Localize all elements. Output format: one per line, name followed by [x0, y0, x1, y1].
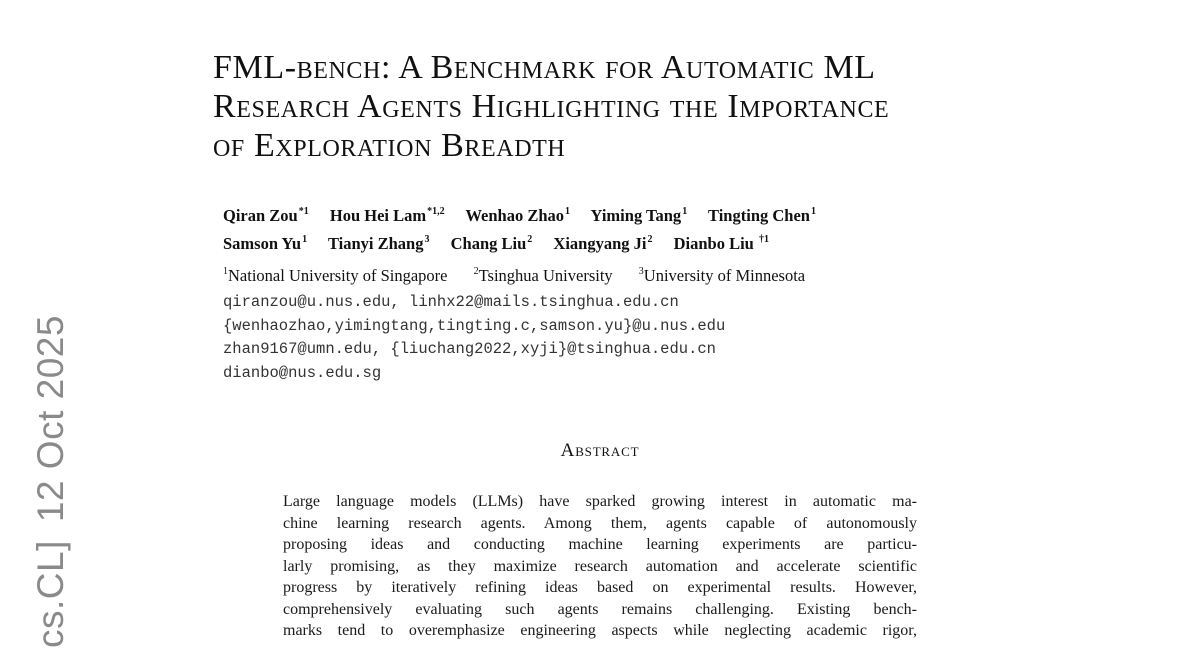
email-line: qiranzou@u.nus.edu, linhx22@mails.tsinghua.edu.cn — [223, 293, 679, 311]
author: Qiran Zou$^{*1}$ — [223, 206, 309, 225]
abstract-line: comprehensively evaluating such agents remains challenging. Existing bench- — [283, 600, 917, 618]
email-line: zhan9167@umn.edu, {liuchang2022,xyji}@tsinghua.edu.cn — [223, 340, 716, 358]
email-line: dianbo@nus.edu.sg — [223, 363, 382, 382]
author-row — [223, 228, 816, 256]
author-list — [223, 200, 816, 256]
author: Wenhao Zhao$^1$ — [465, 206, 571, 225]
abstract-heading: Abstract — [560, 440, 640, 461]
author: Tingting Chen$^1$ — [708, 206, 816, 225]
email-list — [223, 291, 725, 385]
author-row — [223, 200, 816, 228]
paper-title — [213, 48, 889, 165]
abstract-line: progress by iteratively refining ideas based on experimental results. However, — [283, 579, 917, 596]
author: Hou Hei Lam$^{*1,2}$ — [329, 206, 445, 225]
title-line: FML-bench: A Benchmark for Automatic ML — [213, 49, 876, 86]
abstract-line: chine learning research agents. Among them, agents capable of autonomously — [283, 514, 917, 532]
affiliation: $^1$National University of Singapore — [223, 266, 448, 285]
arxiv-date: 12 Oct 2025 — [30, 315, 71, 523]
author: Xiangyang Ji$^2$ — [553, 234, 653, 253]
arxiv-category: cs.CL] — [30, 540, 71, 648]
abstract-body — [283, 491, 917, 642]
arxiv-sidebar-stamp — [30, 315, 72, 648]
email-line: {wenhaozhao,yimingtang,tingting.c,samson.yu}@u.nus.edu — [223, 316, 726, 335]
affiliation: $^3$University of Minnesota — [638, 266, 806, 285]
author: Dianbo Liu $^{\dagger 1}$ — [673, 234, 769, 253]
title-line: of Exploration Breadth — [213, 127, 566, 164]
author: Samson Yu$^1$ — [223, 234, 308, 253]
author: Tianyi Zhang$^3$ — [327, 234, 430, 253]
author: Chang Liu$^2$ — [450, 234, 533, 253]
abstract-line: Large language models (LLMs) have sparked growing interest in automatic ma- — [283, 493, 917, 510]
affiliation-list — [223, 260, 827, 288]
author: Yiming Tang$^1$ — [590, 206, 688, 225]
abstract-line: proposing ideas and conducting machine learning experiments are particu- — [283, 536, 917, 553]
abstract-line: larly promising, as they maximize research automation and accelerate scientific — [283, 557, 917, 575]
title-line: Research Agents Highlighting the Importance — [213, 88, 890, 125]
abstract-line: marks tend to overemphasize engineering aspects while neglecting academic rigor, — [283, 622, 917, 639]
affiliation: $^2$Tsinghua University — [473, 266, 613, 285]
